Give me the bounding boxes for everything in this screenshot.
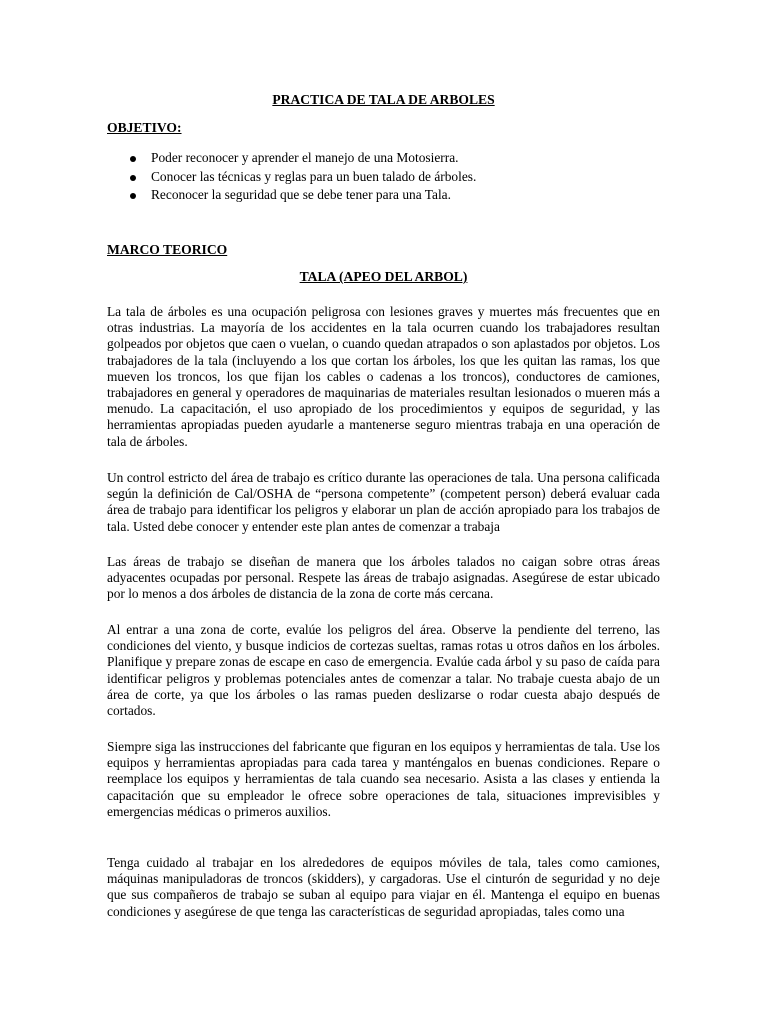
objective-text: Reconocer la seguridad que se debe tener para una Tala. [151, 187, 451, 202]
paragraph: Las áreas de trabajo se diseñan de manera que los árboles talados no caigan sobre otras áreas adyacentes ocupadas por personal. Respete las áreas de trabajo asignadas. Asegúrese de estar ubicado por lo menos a dos árboles de distancia de la zona de corte más cercana. [107, 554, 660, 602]
paragraph: Tenga cuidado al trabajar en los alrededores de equipos móviles de tala, tales como camiones, máquinas manipuladoras de troncos (skidders), y cargadoras. Use el cinturón de seguridad y no deje que sus compañeros de trabajo se suban al equipo para viajar en él. Mantenga el equipo en buenas condiciones y asegúrese de que tenga las características de seguridad apropiadas, tales como una [107, 855, 660, 919]
section-title: TALA (APEO DEL ARBOL) [299, 269, 468, 284]
objective-heading: OBJETIVO: [107, 120, 182, 135]
objective-text: Poder reconocer y aprender el manejo de una Motosierra. [151, 150, 459, 165]
list-item [107, 186, 476, 205]
framework-heading: MARCO TEORICO [107, 242, 228, 257]
list-item [107, 149, 476, 168]
bullet-icon [130, 156, 136, 162]
bullet-icon [130, 193, 136, 199]
bullet-icon [130, 175, 136, 181]
objectives-list [107, 149, 476, 205]
paragraph: Siempre siga las instrucciones del fabricante que figuran en los equipos y herramientas de tala. Use los equipos y herramientas apropiadas para cada tarea y manténgalos en buenas condiciones. Repare o reemplace los equipos y herramientas de tala cuando sea necesario. Asista a las clases y entienda la capacitación que su empleador le ofrece sobre operaciones de tala, situaciones imprevisibles y emergencias médicas o primeros auxilios. [107, 739, 660, 819]
objective-text: Conocer las técnicas y reglas para un buen talado de árboles. [151, 168, 477, 184]
paragraph: La tala de árboles es una ocupación peligrosa con lesiones graves y muertes más frecuentes que en otras industrias. La mayoría de los accidentes en la tala ocurren cuando los trabajadores resultan golpeados por objetos que caen o vuelan, o cuando quedan atrapados o son aplastados por objetos. Los trabajadores de la tala (incluyendo a los que cortan los árboles, los que les quitan las ramas, los que mueven los troncos, los que fijan los cables o cadenas a los troncos), conductores de camiones, trabajadores en general y operadores de maquinarias de materiales resultan lesionados o mueren más a menudo. La capacitación, el uso apropiado de los procedimientos y equipos de seguridad, y las herramientas apropiadas pueden ayudarle a mantenerse seguro mientras trabaja en una operación de tala de árboles. [107, 304, 660, 449]
paragraph: Al entrar a una zona de corte, evalúe los peligros del área. Observe la pendiente del terreno, las condiciones del viento, y busque indicios de cortezas sueltas, ramas rotas u otros daños en los árboles. Planifique y prepare zonas de escape en caso de emergencia. Evalúe cada árbol y su paso de caída para identificar peligros y problemas potenciales antes de comenzar a talar. No trabaje cuesta abajo de un área de corte, ya que los árboles o las ramas pueden deslizarse o rodar cuesta abajo después de cortados. [107, 622, 660, 719]
paragraph: Un control estricto del área de trabajo es crítico durante las operaciones de tala. Una persona calificada según la definición de Cal/OSHA de “persona competente” (competent person) deberá evaluar cada área de trabajo para identificar los peligros y elaborar un plan de acción apropiado para los trabajos de tala. Usted debe conocer y entender este plan antes de comenzar a trabaja [107, 470, 660, 534]
document-title: PRACTICA DE TALA DE ARBOLES [272, 92, 495, 107]
list-item [107, 168, 476, 187]
